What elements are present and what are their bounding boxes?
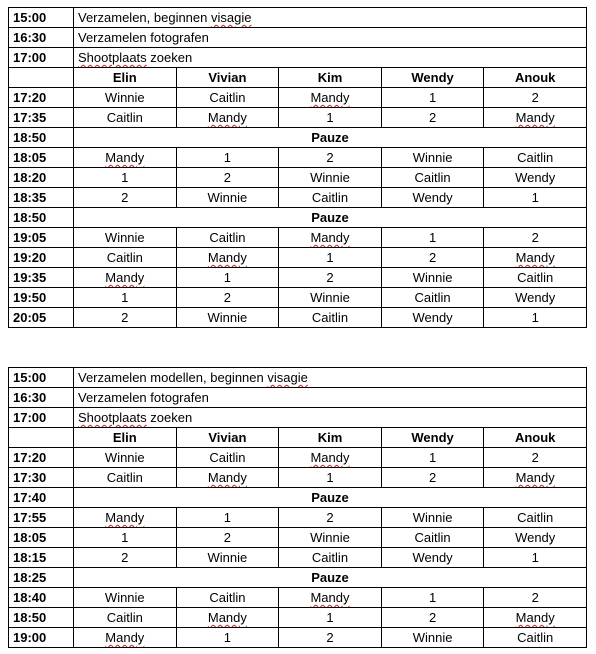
model-name-header: Anouk (484, 68, 587, 88)
time-cell: 17:00 (9, 408, 74, 428)
assignment-cell: Caitlin (484, 148, 587, 168)
assignment-cell: Wendy (381, 548, 484, 568)
slot-row (9, 188, 587, 208)
time-cell: 19:00 (9, 628, 74, 648)
assignment-cell: Caitlin (279, 308, 382, 328)
time-cell: 18:35 (9, 188, 74, 208)
assignment-cell: Caitlin (484, 268, 587, 288)
assignment-cell: 1 (484, 188, 587, 208)
assignment-cell: 1 (381, 448, 484, 468)
assignment-cell: Winnie (381, 628, 484, 648)
assignment-cell: Mandy (176, 108, 279, 128)
assignment-cell: Caitlin (381, 288, 484, 308)
assignment-cell: Mandy (74, 508, 177, 528)
assignment-cell: Caitlin (74, 608, 177, 628)
assignment-cell: 1 (74, 528, 177, 548)
assignment-cell: 2 (279, 268, 382, 288)
time-cell: 17:40 (9, 488, 74, 508)
assignment-cell: 2 (484, 588, 587, 608)
schedule-table-1 (8, 7, 587, 328)
time-cell: 18:20 (9, 168, 74, 188)
model-name-header: Kim (279, 428, 382, 448)
intro-row (9, 388, 587, 408)
assignment-cell: 1 (381, 588, 484, 608)
intro-row (9, 408, 587, 428)
activity-cell: Verzamelen fotografen (74, 28, 587, 48)
slot-row (9, 268, 587, 288)
assignment-cell: 2 (279, 628, 382, 648)
activity-cell: Verzamelen modellen, beginnen visagie (74, 368, 587, 388)
slot-row (9, 628, 587, 648)
model-name-header: Wendy (381, 68, 484, 88)
assignment-cell: 2 (381, 108, 484, 128)
assignment-cell: Mandy (176, 468, 279, 488)
assignment-cell: Caitlin (279, 188, 382, 208)
header-blank-cell (9, 428, 74, 448)
model-name-header: Vivian (176, 68, 279, 88)
assignment-cell: 2 (176, 528, 279, 548)
time-cell: 17:30 (9, 468, 74, 488)
slot-row (9, 608, 587, 628)
assignment-cell: Mandy (74, 148, 177, 168)
assignment-cell: Mandy (279, 448, 382, 468)
time-cell: 17:55 (9, 508, 74, 528)
time-cell: 17:35 (9, 108, 74, 128)
assignment-cell: Winnie (74, 88, 177, 108)
assignment-cell: Wendy (484, 288, 587, 308)
time-cell: 15:00 (9, 368, 74, 388)
slot-row (9, 148, 587, 168)
time-cell: 16:30 (9, 28, 74, 48)
assignment-cell: Wendy (484, 168, 587, 188)
pause-cell: Pauze (74, 568, 587, 588)
assignment-cell: Caitlin (74, 248, 177, 268)
assignment-cell: 2 (484, 88, 587, 108)
activity-cell: Shootplaats zoeken (74, 48, 587, 68)
slot-row (9, 248, 587, 268)
assignment-cell: Mandy (279, 588, 382, 608)
assignment-cell: Caitlin (176, 448, 279, 468)
header-blank-cell (9, 68, 74, 88)
assignment-cell: Caitlin (484, 628, 587, 648)
assignment-cell: Caitlin (279, 548, 382, 568)
time-cell: 19:05 (9, 228, 74, 248)
assignment-cell: 2 (381, 248, 484, 268)
time-cell: 18:05 (9, 148, 74, 168)
assignment-cell: Caitlin (484, 508, 587, 528)
slot-row (9, 528, 587, 548)
assignment-cell: 2 (381, 468, 484, 488)
assignment-cell: Winnie (74, 228, 177, 248)
model-name-header: Vivian (176, 428, 279, 448)
activity-cell: Verzamelen, beginnen visagie (74, 8, 587, 28)
time-cell: 15:00 (9, 8, 74, 28)
assignment-cell: 2 (74, 548, 177, 568)
slot-row (9, 588, 587, 608)
assignment-cell: 1 (484, 308, 587, 328)
assignment-cell: 2 (484, 228, 587, 248)
time-cell: 19:20 (9, 248, 74, 268)
assignment-cell: Mandy (279, 88, 382, 108)
assignment-cell: 2 (381, 608, 484, 628)
assignment-cell: 1 (279, 108, 382, 128)
time-cell: 18:50 (9, 208, 74, 228)
assignment-cell: Winnie (74, 448, 177, 468)
slot-row (9, 288, 587, 308)
schedule-table-2 (8, 367, 587, 648)
slot-row (9, 468, 587, 488)
assignment-cell: 1 (279, 248, 382, 268)
time-cell: 17:20 (9, 448, 74, 468)
slot-row (9, 308, 587, 328)
pause-cell: Pauze (74, 208, 587, 228)
slot-row (9, 508, 587, 528)
assignment-cell: Winnie (381, 148, 484, 168)
intro-row (9, 368, 587, 388)
assignment-cell: Winnie (381, 268, 484, 288)
assignment-cell: 2 (279, 148, 382, 168)
assignment-cell: 2 (176, 288, 279, 308)
assignment-cell: Caitlin (381, 168, 484, 188)
time-cell: 18:50 (9, 128, 74, 148)
time-cell: 17:00 (9, 48, 74, 68)
slot-row (9, 168, 587, 188)
assignment-cell: 2 (74, 188, 177, 208)
assignment-cell: 2 (176, 168, 279, 188)
assignment-cell: Caitlin (176, 88, 279, 108)
pause-cell: Pauze (74, 488, 587, 508)
assignment-cell: 1 (176, 508, 279, 528)
time-cell: 19:35 (9, 268, 74, 288)
intro-row (9, 8, 587, 28)
model-name-header: Elin (74, 428, 177, 448)
assignment-cell: Caitlin (176, 228, 279, 248)
model-name-header: Elin (74, 68, 177, 88)
assignment-cell: Winnie (279, 528, 382, 548)
assignment-cell: Winnie (381, 508, 484, 528)
assignment-cell: Wendy (484, 528, 587, 548)
slot-row (9, 88, 587, 108)
pause-row (9, 128, 587, 148)
time-cell: 20:05 (9, 308, 74, 328)
assignment-cell: Caitlin (381, 528, 484, 548)
assignment-cell: Wendy (381, 308, 484, 328)
pause-cell: Pauze (74, 128, 587, 148)
time-cell: 17:20 (9, 88, 74, 108)
assignment-cell: Mandy (484, 248, 587, 268)
pause-row (9, 568, 587, 588)
assignment-cell: Mandy (484, 608, 587, 628)
slot-row (9, 448, 587, 468)
time-cell: 19:50 (9, 288, 74, 308)
model-name-header: Anouk (484, 428, 587, 448)
slot-row (9, 228, 587, 248)
assignment-cell: 2 (484, 448, 587, 468)
assignment-cell: 1 (176, 268, 279, 288)
assignment-cell: 1 (381, 228, 484, 248)
assignment-cell: Caitlin (74, 108, 177, 128)
assignment-cell: Winnie (279, 288, 382, 308)
pause-row (9, 208, 587, 228)
activity-cell: Shootplaats zoeken (74, 408, 587, 428)
assignment-cell: Winnie (176, 308, 279, 328)
time-cell: 18:15 (9, 548, 74, 568)
slot-row (9, 108, 587, 128)
time-cell: 18:25 (9, 568, 74, 588)
assignment-cell: Winnie (176, 548, 279, 568)
assignment-cell: 1 (74, 288, 177, 308)
assignment-cell: 1 (484, 548, 587, 568)
time-cell: 18:50 (9, 608, 74, 628)
model-name-header: Wendy (381, 428, 484, 448)
assignment-cell: Mandy (176, 608, 279, 628)
time-cell: 18:05 (9, 528, 74, 548)
intro-row (9, 28, 587, 48)
assignment-cell: Wendy (381, 188, 484, 208)
assignment-cell: Caitlin (176, 588, 279, 608)
assignment-cell: Mandy (74, 628, 177, 648)
header-row (9, 428, 587, 448)
assignment-cell: Mandy (484, 468, 587, 488)
pause-row (9, 488, 587, 508)
assignment-cell: Mandy (484, 108, 587, 128)
assignment-cell: 1 (74, 168, 177, 188)
assignment-cell: 1 (279, 608, 382, 628)
assignment-cell: Mandy (176, 248, 279, 268)
assignment-cell: Winnie (74, 588, 177, 608)
slot-row (9, 548, 587, 568)
assignment-cell: Mandy (74, 268, 177, 288)
assignment-cell: 1 (176, 148, 279, 168)
assignment-cell: 1 (176, 628, 279, 648)
header-row (9, 68, 587, 88)
time-cell: 18:40 (9, 588, 74, 608)
assignment-cell: Winnie (176, 188, 279, 208)
assignment-cell: Caitlin (74, 468, 177, 488)
time-cell: 16:30 (9, 388, 74, 408)
assignment-cell: 2 (279, 508, 382, 528)
activity-cell: Verzamelen fotografen (74, 388, 587, 408)
assignment-cell: Winnie (279, 168, 382, 188)
assignment-cell: 1 (279, 468, 382, 488)
assignment-cell: 1 (381, 88, 484, 108)
assignment-cell: Mandy (279, 228, 382, 248)
intro-row (9, 48, 587, 68)
assignment-cell: 2 (74, 308, 177, 328)
model-name-header: Kim (279, 68, 382, 88)
